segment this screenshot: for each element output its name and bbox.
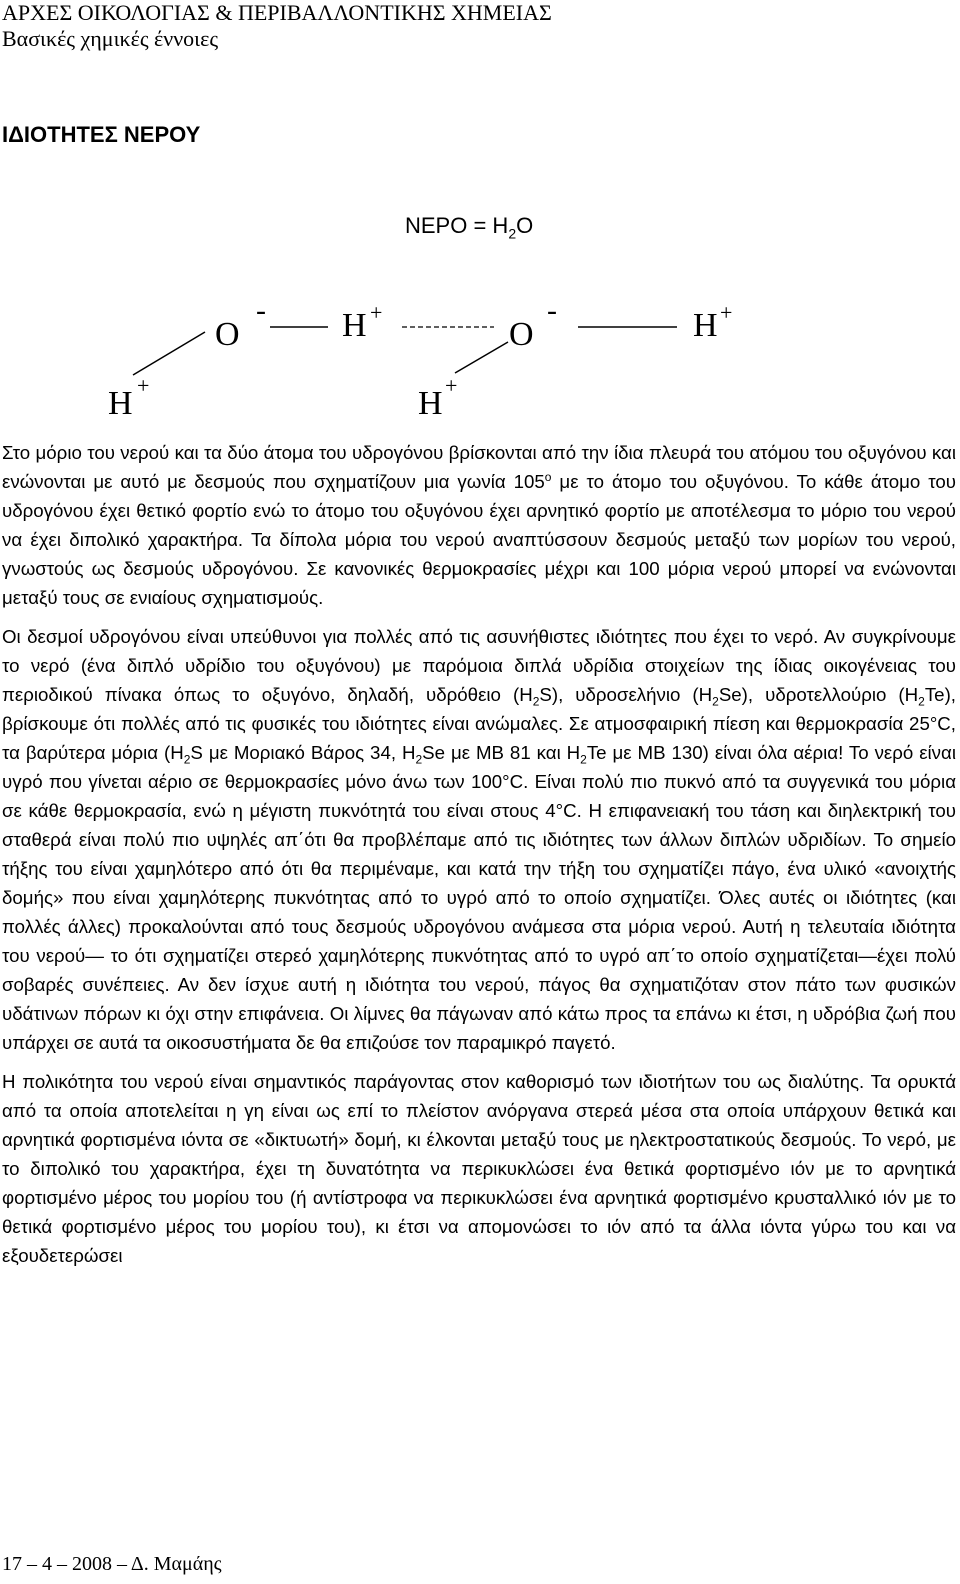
subscript: 2 — [532, 694, 540, 709]
paragraph-3: Η πολικότητα του νερού είναι σημαντικός παράγοντας στον καθορισμό των ιδιοτήτων του ως διαλύτης. Τα ορυκτά από τα οποία αποτελείται η γη είναι ως επί το πλείστον ανόργανα στερεά μέσα στα οποία υπάρχουν θετικά και αρνητικά φορτισμένα ιόντα σε «δικτυωτή» δομή, κι έλκονται μεταξύ τους με ηλεκτροστατικούς δεσμούς. Το νερό, με το διπολικό του χαρακτήρα, έχει τη δυνατότητα να περικυκλώσει ένα θετικά φορτισμένο ιόν με το αρνητικά φορτισμένο μέρος του μορίου του (ή αντίστροφα να περικυκλώσει ένα αρνητικά φορτισμένο κρυσταλλικό ιόν με το θετικά φορτισμένο μέρος του μορίου του), κι έτσι να απομονώσει το ιόν από τα άλλα ιόντα γύρω του και να εξουδετερώσει — [2, 1071, 956, 1266]
paragraph-2-text-7: Te με ΜΒ 130) είναι όλα αέρια! Το νερό είναι υγρό που γίνεται αέριο σε θερμοκρασίες μόνο άνω των 100°C. Είναι πολύ πιο πυκνό από τα συγγενικά του μόρια σε κάθε θερμοκρασία, ενώ η μέγιστη πυκνότητά του είναι στους 4°C. Η επιφανειακή του τάση και διηλεκτρική του σταθερά είναι πολύ πιο υψηλές απ΄ότι θα προβλέπαμε από τις ιδιότητες των άλλων διπλών υδριδίων. Το σημείο τήξης του είναι χαμηλότερο από ότι θα περιμέναμε, και κατά την τήξη του σχηματίζει πάγο, ένα υλικό «ανοιχτής δομής» που είναι χαμηλότερης πυκνότητας από το υγρό από το οποίο σχηματίζει. Όλες αυτές οι ιδιότητες (και πολλές άλλες) προκαλούνται από τους δεσμούς υδρογόνου ανάμεσα στα μόρια νερού. Αυτή η τελευταία ιδιότητα του νερού— το ότι σχηματίζει στερεό χαμηλότερης πυκνότητας από το υγρό απ΄το οποίο σχηματίζεται—έχει πολύ σοβαρές συνέπειες. Αν δεν ίσχυε αυτή η ιδιότητα του νερού, πάγος θα σχηματιζόταν στον πάτο των φυσικών υδάτινων πόρων κι όχι στην επιφάνεια. Οι λίμνες θα πάγωναν από κάτω προς τα επάνω κι έτσι, η υδρόβια ζωή που υπάρχει σε αυτά τα οικοσυστήματα δε θα επιζούσε τον παραμικρό παγετό. — [2, 742, 956, 1053]
covalent-bond-4 — [455, 342, 508, 373]
degree-superscript: ο — [544, 469, 552, 484]
paragraph-2 — [2, 622, 956, 1057]
page-footer: 17 – 4 – 2008 – Δ. Μαμάης — [2, 1553, 222, 1575]
paragraph-1 — [2, 438, 956, 612]
oxygen-left: O — [215, 316, 240, 353]
subscript: 2 — [918, 694, 925, 709]
covalent-bond-3 — [133, 332, 205, 375]
subscript: 2 — [415, 752, 423, 767]
subscript: 2 — [712, 694, 719, 709]
paragraph-2-text-1: Οι δεσμοί υδρογόνου είναι υπεύθυνοι για πολλές από τις ασυνήθιστες ιδιότητες που έχει το νερό. Αν συγκρίνουμε το νερό (ένα διπλό υδρίδιο του οξυγόνου) με παρόμοια διπλά υδρίδια στοιχείων της ίδιας οικογένειας του περιοδικού πίνακα όπως το οξυγόνο, δηλαδή, υδρόθειο (Η — [2, 626, 956, 705]
hydrogen-bottom-middle: H — [418, 385, 443, 422]
paragraph-2-text-6: Se με ΜΒ 81 και Η — [422, 742, 581, 763]
hydrogen-middle: H — [342, 307, 367, 344]
water-formula — [405, 213, 533, 241]
paragraph-2-text-2: S), υδροσελήνιο (Η — [539, 684, 713, 705]
paragraph-2-text-3: Se), υδροτελλούριο (Η — [718, 684, 919, 705]
section-title: ΙΔΙΟΤΗΤΕΣ ΝΕΡΟΥ — [2, 122, 201, 147]
formula-subscript: 2 — [508, 225, 517, 242]
oxygen-left-charge: - — [256, 294, 266, 327]
water-molecule-diagram — [0, 290, 960, 430]
paragraph-2-text-4: Te), βρίσκουμε ότι πολλές από τις φυσικές του ιδιότητες είναι ανώμαλες. Σε ατμοσφαιρική πίεση και θερμοκρασία 25°C, τα βαρύτερα μόρια (Η — [2, 684, 956, 763]
formula-right: Ο — [516, 213, 534, 238]
paragraph-1-text-a: Στο μόριο του νερού και τα δύο άτομα του υδρογόνου βρίσκονται από την ίδια πλευρά του ατόμου του οξυγόνου και ενώνονται με αυτό με δεσμούς που σχηματίζουν μια γωνία 105 — [2, 442, 956, 492]
oxygen-right-charge: - — [547, 294, 557, 327]
body-text — [2, 438, 956, 1270]
subscript: 2 — [183, 752, 191, 767]
hydrogen-bottom-middle-charge: + — [445, 373, 458, 398]
hydrogen-right-charge: + — [720, 300, 733, 325]
document-header — [2, 0, 552, 52]
paragraph-2-text-5: S με Μοριακό Βάρος 34, Η — [190, 742, 416, 763]
hydrogen-bottom-left: H — [108, 385, 133, 422]
subscript: 2 — [580, 752, 587, 767]
hydrogen-bottom-left-charge: + — [137, 373, 150, 398]
formula-left: ΝΕΡΟ = Η — [405, 213, 509, 238]
header-subtitle: Βασικές χημικές έννοιες — [2, 26, 219, 51]
header-title: ΑΡΧΕΣ ΟΙΚΟΛΟΓΙΑΣ & ΠΕΡΙΒΑΛΛΟΝΤΙΚΗΣ ΧΗΜΕΙΑΣ — [2, 0, 552, 25]
hydrogen-right: H — [693, 307, 718, 344]
hydrogen-middle-charge: + — [370, 300, 383, 325]
paragraph-1-text-b: με το άτομο του οξυγόνου. Το κάθε άτομο του υδρογόνου έχει θετικό φορτίο ενώ το άτομο του οξυγόνου έχει αρνητικό φορτίο με αποτέλεσμα το μόριο του νερού να έχει διπολικό χαρακτήρα. Τα δίπολα μόρια του νερού αναπτύσσουν δεσμούς μεταξύ των μορίων του νερού, γνωστούς ως δεσμούς υδρογόνου. Σε κανονικές θερμοκρασίες μέχρι και 100 μόρια νερού μπορεί να ενώνονται μεταξύ τους σε ενιαίους σχηματισμούς. — [2, 471, 956, 608]
oxygen-right: O — [509, 316, 534, 353]
